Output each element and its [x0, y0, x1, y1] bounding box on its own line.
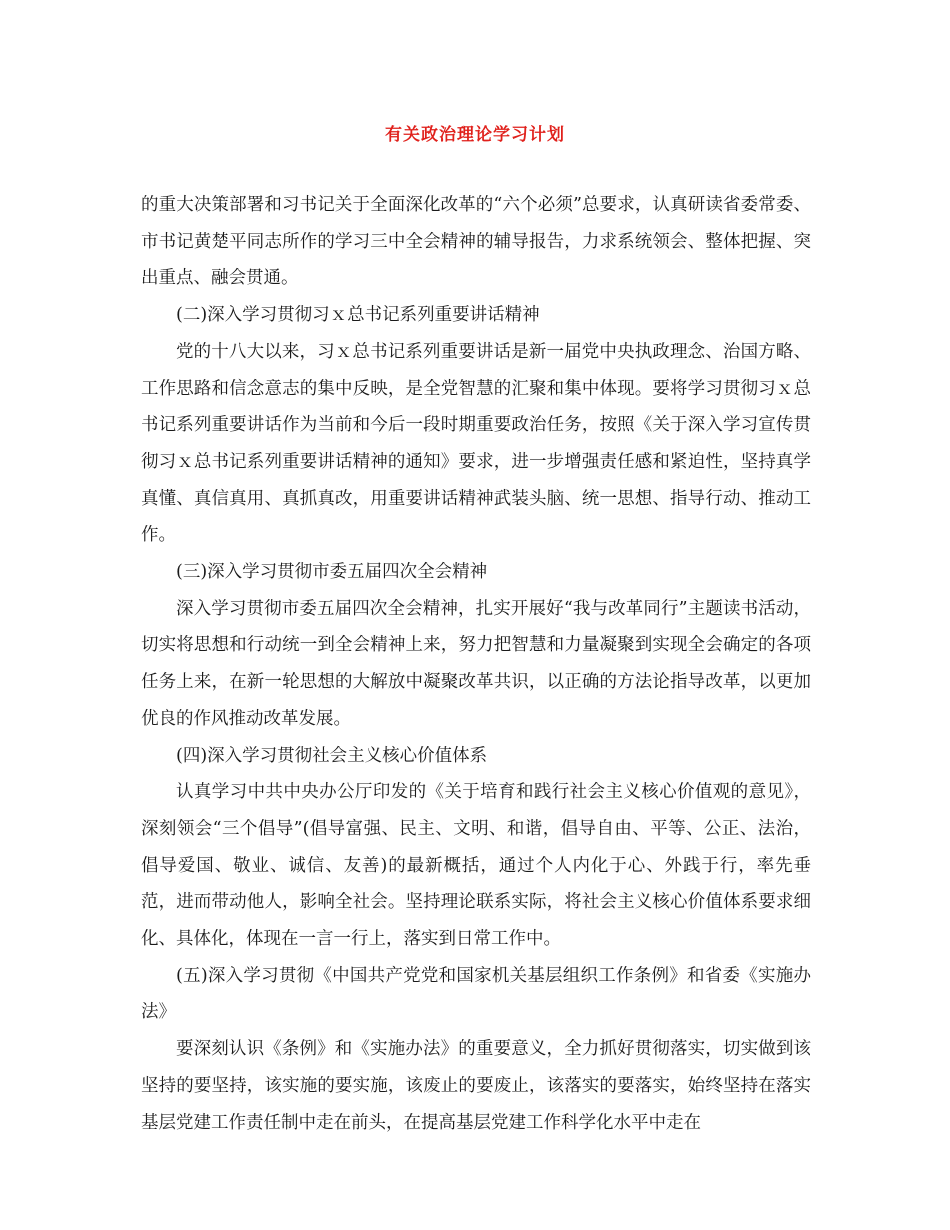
paragraph-body: 党的十八大以来，习ｘ总书记系列重要讲话是新一届党中央执政理念、治国方略、工作思路和信念意志的集中反映，是全党智慧的汇聚和集中体现。要将学习贯彻习ｘ总书记系列重要讲话作为当前和今后一段时期重要政治任务，按照《关于深入学习宣传贯彻习ｘ总书记系列重要讲话精神的通知》要求，进一步增强责任感和紧迫性，坚持真学真懂、真信真用、真抓真改，用重要讲话精神武装头脑、统一思想、指导行动、推动工作。: [141, 341, 811, 546]
paragraph-body: 认真学习中共中央办公厅印发的《关于培育和践行社会主义核心价值观的意见》，深刻领会“三个倡导”(倡导富强、民主、文明、和谐，倡导自由、平等、公正、法治，倡导爱国、敬业、诚信、友善)的最新概括，通过个人内化于心、外践于行，率先垂范，进而带动他人，影响全社会。坚持理论联系实际，将社会主义核心价值体系要求细化、具体化，体现在一言一行上，落实到日常工作中。: [141, 782, 811, 950]
section-heading-2: (二)深入学习贯彻习ｘ总书记系列重要讲话精神: [176, 305, 540, 326]
section-heading-4: (四)深入学习贯彻社会主义核心价值体系: [176, 745, 488, 766]
document-body: [141, 187, 811, 1141]
section-heading-5: (五)深入学习贯彻《中国共产党党和国家机关基层组织工作条例》和省委《实施办法》: [141, 965, 811, 1023]
section-heading-3: (三)深入学习贯彻市委五届四次全会精神: [176, 562, 488, 583]
paragraph-body: 深入学习贯彻市委五届四次全会精神，扎实开展好“我与改革同行”主题读书活动，切实将思想和行动统一到全会精神上来，努力把智慧和力量凝聚到实现全会确定的各项任务上来，在新一轮思想的大解放中凝聚改革共识，以正确的方法论指导改革，以更加优良的作风推动改革发展。: [141, 598, 811, 729]
document-title: 有关政治理论学习计划: [385, 125, 565, 145]
paragraph-continuation: 的重大决策部署和习书记关于全面深化改革的“六个必须”总要求，认真研读省委常委、市书记黄楚平同志所作的学习三中全会精神的辅导报告，力求系统领会、整体把握、突出重点、融会贯通。: [141, 195, 811, 289]
paragraph-body: 要深刻认识《条例》和《实施办法》的重要意义，全力抓好贯彻落实，切实做到该坚持的要坚持，该实施的要实施，该废止的要废止，该落实的要落实，始终坚持在落实基层党建工作责任制中走在前头，在提高基层党建工作科学化水平中走在: [141, 1039, 811, 1133]
